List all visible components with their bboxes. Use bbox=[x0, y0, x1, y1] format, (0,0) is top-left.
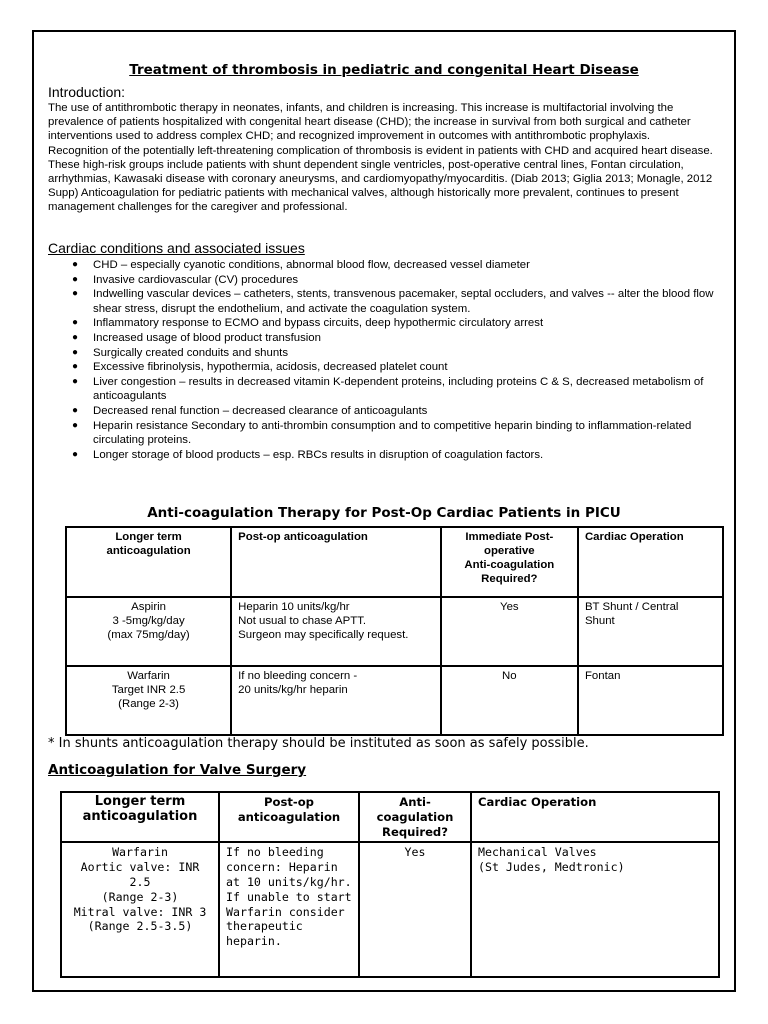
table-row bbox=[61, 842, 719, 977]
table-header-row bbox=[61, 792, 719, 842]
table-cell: Aspirin 3 -5mg/kg/day (max 75mg/day) bbox=[66, 597, 231, 666]
table1-heading: Anti-coagulation Therapy for Post-Op Cardiac Patients in PICU bbox=[147, 505, 621, 521]
list-item: ● Invasive cardiovascular (CV) procedures bbox=[72, 273, 299, 286]
shunt-note: * In shunts anticoagulation therapy should be instituted as soon as safely possible. bbox=[48, 736, 589, 751]
header-post-op: Post-op anticoagulation bbox=[231, 527, 441, 597]
header-required: Anti- coagulation Required? bbox=[359, 792, 471, 842]
list-item: ● CHD – especially cyanotic conditions, abnormal blood flow, decreased vessel diameter bbox=[72, 259, 530, 271]
header-post-op: Post-op anticoagulation bbox=[219, 792, 359, 842]
picu-anticoagulation-table bbox=[65, 526, 724, 736]
list-item: ● Decreased renal function – decreased clearance of anticoagulants bbox=[72, 404, 428, 417]
document-title: Treatment of thrombosis in pediatric and congenital Heart Disease bbox=[129, 62, 639, 78]
bullet-icon: ● bbox=[72, 448, 79, 460]
table-cell: No bbox=[441, 666, 578, 735]
conditions-heading: Cardiac conditions and associated issues bbox=[48, 240, 305, 256]
intro-heading: Introduction: bbox=[48, 84, 126, 100]
table-cell: Yes bbox=[441, 597, 578, 666]
intro-text bbox=[48, 101, 728, 215]
bullet-icon: ● bbox=[72, 259, 79, 270]
intro-paragraph: The use of antithrombotic therapy in neonates, infants, and children is increasing. This increase is multifactorial involving the prevalence of patients hospitalized with congenital heart disease (CHD); the increase in survival from both surgical and catheter interventions used to address complex CHD; and recognized improvement in outcomes with antithrombotic prophylaxis. bbox=[48, 102, 691, 143]
header-longer-term: Longer term anticoagulation bbox=[66, 527, 231, 597]
header-longer-term: Longer term anticoagulation bbox=[61, 792, 219, 842]
bullet-icon: ● bbox=[72, 404, 79, 416]
header-cardiac-operation: Cardiac Operation bbox=[471, 792, 719, 842]
bullet-icon: ● bbox=[72, 361, 79, 373]
table-header-row bbox=[66, 527, 723, 597]
table-cell: If no bleeding concern - 20 units/kg/hr heparin bbox=[231, 666, 441, 735]
table2-heading: Anticoagulation for Valve Surgery bbox=[48, 762, 307, 778]
intro-paragraph: Recognition of the potentially left-threatening complication of thrombosis is evident in patients with CHD and acquired heart disease. These high-risk groups include patients with shunt dependent single ventricles, post-operative central lines, Fontan circulation, arrhythmias, Kawasaki disease with coronary aneurysms, and cardiomyopathy/myocarditis. (Diab 2013; Giglia 2013; Monagle, 2012 Supp) Anticoagulation for pediatric patients with mechanical valves, although historically more prevalent, continues to present management challenges for the caregiver and professional. bbox=[48, 144, 713, 214]
table-row bbox=[66, 597, 723, 666]
header-immediate: Immediate Post- operative Anti-coagulation Required? bbox=[441, 527, 578, 597]
conditions-list bbox=[48, 258, 728, 462]
table-cell: Heparin 10 units/kg/hr Not usual to chase APTT. Surgeon may specifically request. bbox=[231, 597, 441, 666]
list-item: ● Excessive fibrinolysis, hypothermia, acidosis, decreased platelet count bbox=[72, 361, 448, 374]
bullet-icon: ● bbox=[72, 331, 79, 343]
table-cell: Warfarin Aortic valve: INR 2.5 (Range 2-3) Mitral valve: INR 3 (Range 2.5-3.5) bbox=[61, 842, 219, 977]
bullet-icon: ● bbox=[72, 288, 79, 300]
bullet-icon: ● bbox=[72, 317, 79, 329]
table-cell: Yes bbox=[359, 842, 471, 977]
list-item: ● Indwelling vascular devices – catheters, stents, transvenous pacemaker, septal occluders, and valves -- alter the blood flow shear stress, disrupt the endothelium, and activate the coagulation system. bbox=[72, 288, 714, 315]
list-item: ● Heparin resistance Secondary to anti-thrombin consumption and to competitive heparin binding to inflammation-related circulating proteins. bbox=[72, 419, 692, 447]
bullet-icon: ● bbox=[72, 375, 79, 387]
list-item: ● Longer storage of blood products – esp. RBCs results in disruption of coagulation factors. bbox=[72, 448, 544, 461]
table-cell: Mechanical Valves (St Judes, Medtronic) bbox=[471, 842, 719, 977]
list-item: ● Liver congestion – results in decreased vitamin K-dependent proteins, including proteins C & S, decreased metabolism of anticoagulants bbox=[72, 375, 704, 403]
bullet-icon: ● bbox=[72, 273, 79, 285]
table-cell: If no bleeding concern: Heparin at 10 units/kg/hr. If unable to start Warfarin consider therapeutic heparin. bbox=[219, 842, 359, 977]
table-cell: Warfarin Target INR 2.5 (Range 2-3) bbox=[66, 666, 231, 735]
bullet-icon: ● bbox=[72, 419, 79, 431]
list-item: ● Inflammatory response to ECMO and bypass circuits, deep hypothermic circulatory arrest bbox=[72, 317, 544, 330]
bullet-icon: ● bbox=[72, 346, 79, 358]
table-cell: BT Shunt / Central Shunt bbox=[578, 597, 723, 666]
valve-surgery-table bbox=[60, 791, 720, 978]
document-page bbox=[32, 30, 736, 992]
table-row bbox=[66, 666, 723, 735]
list-item: ● Surgically created conduits and shunts bbox=[72, 346, 289, 359]
list-item: ● Increased usage of blood product transfusion bbox=[72, 331, 321, 344]
header-cardiac-operation: Cardiac Operation bbox=[578, 527, 723, 597]
table-cell: Fontan bbox=[578, 666, 723, 735]
